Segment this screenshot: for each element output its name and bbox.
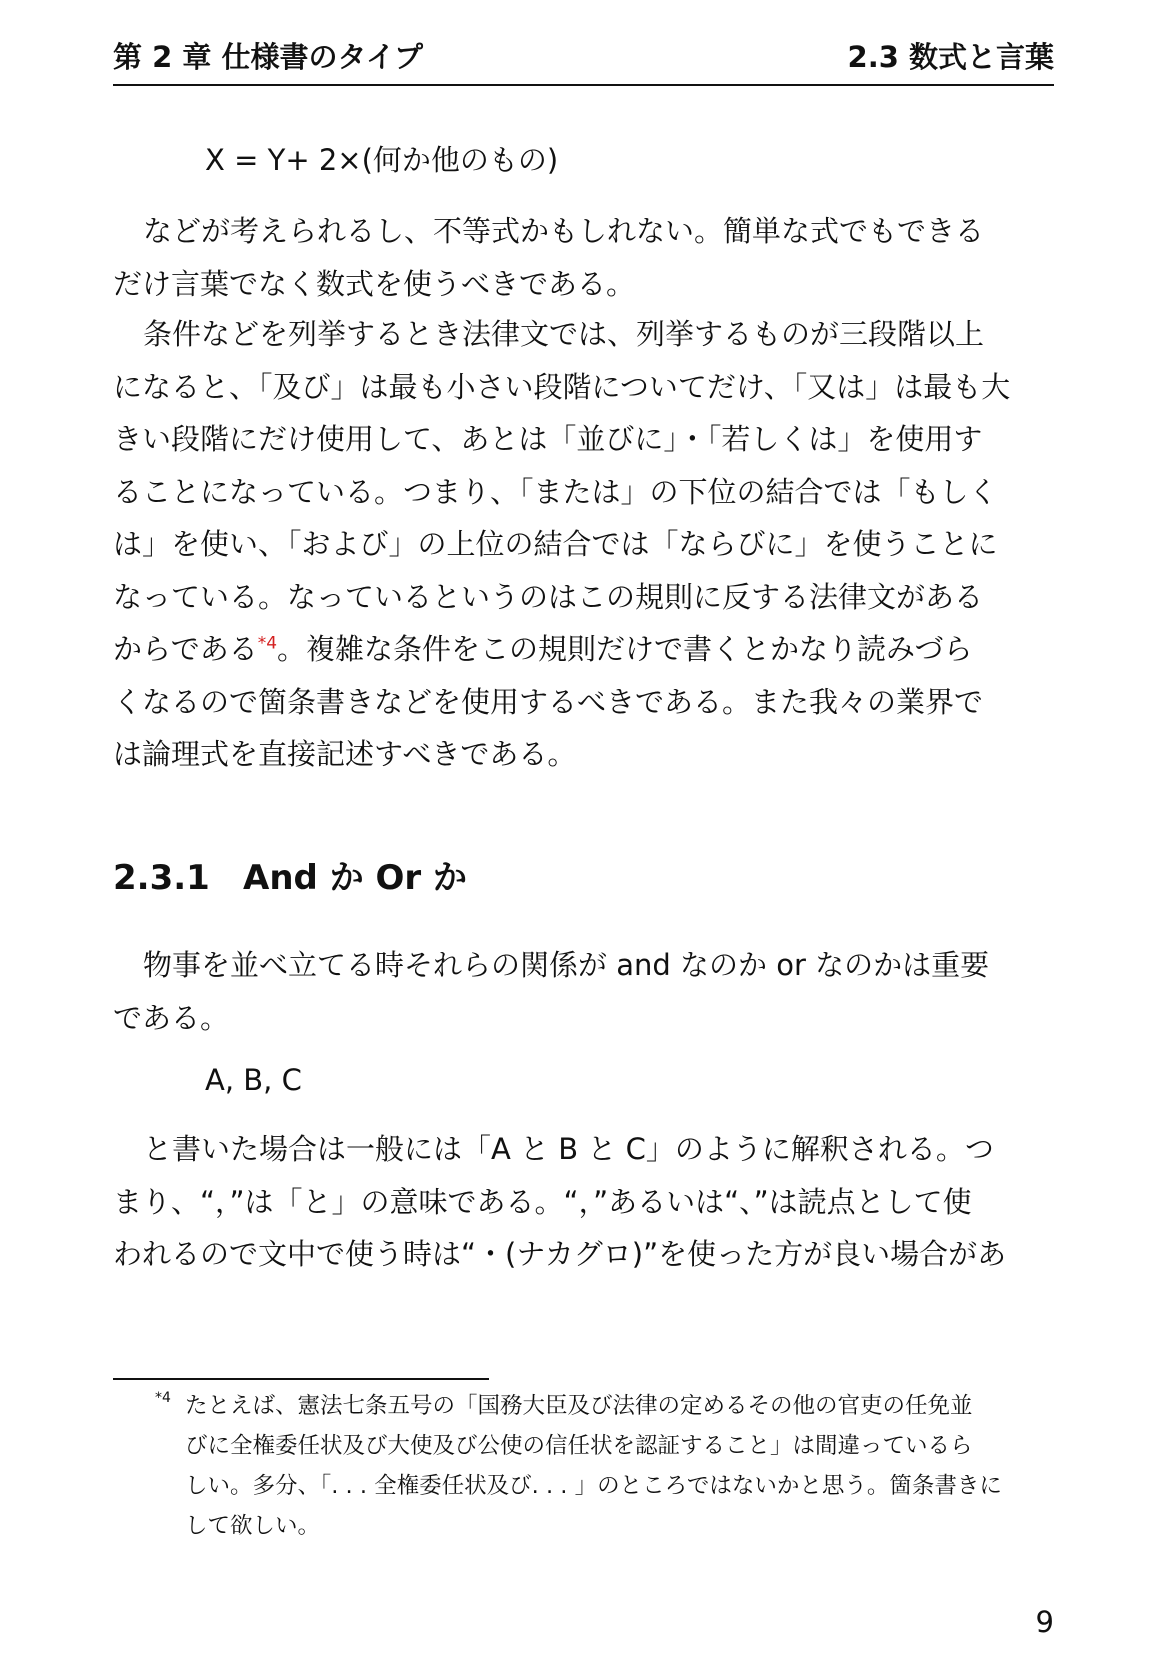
text-line: きい段階にだけ使用して、あとは「並びに」・「若しくは」を使用す: [113, 422, 983, 456]
page-number: 9: [1035, 1605, 1054, 1639]
section-title: 2.3 数式と言葉: [847, 40, 1054, 74]
paragraph-1: [113, 205, 1054, 310]
footnote-ref-link[interactable]: *4: [257, 633, 278, 654]
text-line: くなるので箇条書きなどを使用するべきである。また我々の業界で: [113, 684, 984, 719]
text-segment: からである: [113, 632, 258, 666]
text-line: である。: [113, 1000, 230, 1035]
text-line: は」を使い、「および」の上位の結合では「ならびに」を使うことに: [113, 527, 998, 561]
section-heading: [113, 856, 467, 900]
footnote-line: たとえば、憲法七条五号の「国務大臣及び法律の定めるその他の官吏の任免並: [185, 1393, 973, 1419]
text-line: と書いた場合は一般には「A と B と C」のように解釈される。つ: [143, 1132, 994, 1166]
chapter-title: 第 2 章 仕様書のタイプ: [113, 40, 424, 74]
book-page: [113, 0, 1054, 1654]
text-line: などが考えられるし、不等式かもしれない。簡単な式でもできる: [143, 214, 985, 248]
text-line-with-footnote-ref: [113, 623, 1054, 676]
section-number: 2.3.1: [113, 858, 210, 898]
text-line: なっている。なっているというのはこの規則に反する法律文がある: [113, 579, 984, 614]
text-line: になると、「及び」は最も小さい段階についてだけ、「又は」は最も大: [113, 369, 1011, 404]
text-line: まり、“，”は「と」の意味である。“，”あるいは“、”は読点として使: [113, 1184, 972, 1219]
text-line: われるので文中で使う時は“・(ナカグロ)”を使った方が良い場合があ: [113, 1237, 1007, 1271]
text-line: だけ言葉でなく数式を使うべきである。: [113, 266, 636, 301]
running-header: [113, 38, 1054, 86]
footnote-line: びに全権委任状及び大使及び公使の信任状を認証すること」は間違っているら: [185, 1433, 973, 1459]
paragraph-3: [113, 939, 1054, 1044]
text-line: は論理式を直接記述すべきである。: [113, 737, 577, 771]
footnote-line: して欲しい。: [185, 1513, 321, 1539]
footnote-mark: *4: [155, 1390, 171, 1406]
section-heading-title: And か Or か: [243, 858, 468, 898]
footnote-line: しい。多分、「. . . 全権委任状及び. . . 」のところではないかと思う。箇条書きに: [185, 1473, 1002, 1499]
text-segment: 。複雑な条件をこの規則だけで書くとかなり読みづら: [277, 632, 973, 666]
text-line: ることになっている。つまり、「または」の下位の結合では「もしく: [113, 474, 998, 509]
text-line: 条件などを列挙するとき法律文では、列挙するものが三段階以上: [143, 317, 985, 351]
paragraph-2: [113, 308, 1054, 781]
footnote-divider: [113, 1378, 489, 1380]
text-line: 物事を並べ立てる時それらの関係が and なのか or なのかは重要: [143, 948, 990, 982]
formula-1: X = Y+ 2×(何か他のもの): [205, 143, 559, 177]
paragraph-4: [113, 1123, 1054, 1281]
footnote: [155, 1386, 1060, 1546]
formula-2: A, B, C: [205, 1063, 302, 1097]
